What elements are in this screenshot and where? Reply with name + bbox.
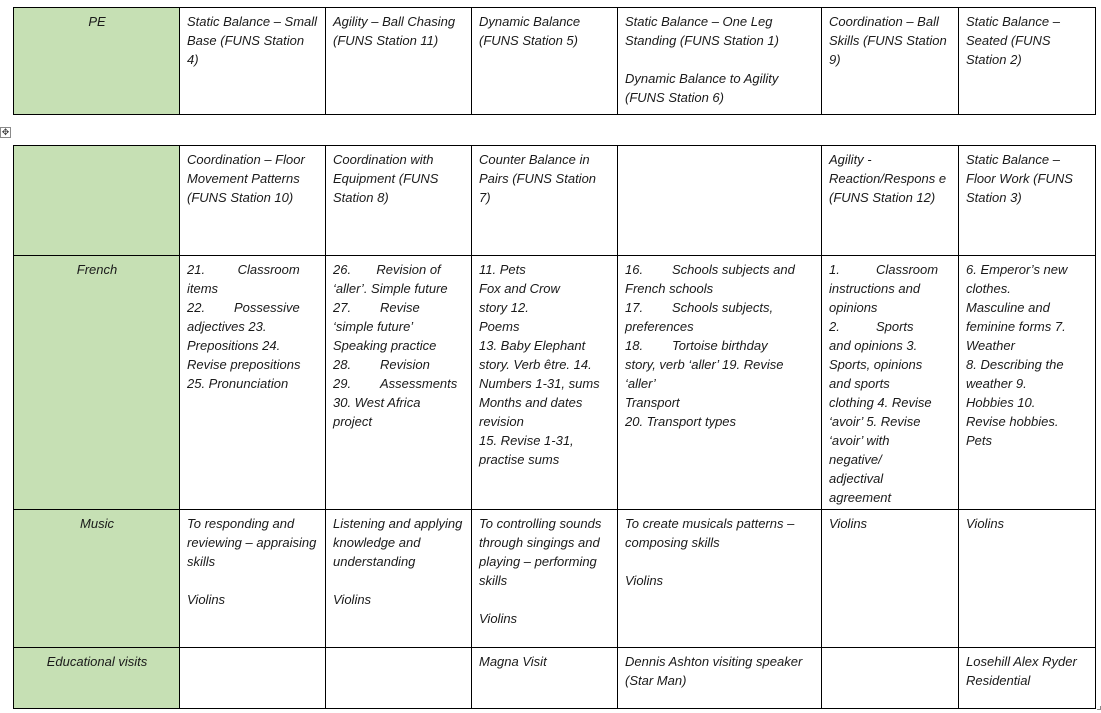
music-cell-3-text: To controlling sounds through singings and playing – performing skills [479,516,602,588]
pe-cell-4-main: Static Balance – One Leg Standing (FUNS Station 1) [625,14,779,48]
music-cell-4 [618,510,822,648]
music-cell-2 [326,510,472,648]
french-cell-5: 1. Classroom instructions and opinions 2. Sports and opinions 3. Sports, opinions and sports clothing 4. Revise ‘avoir’ 5. Revise ‘avoir’ with negative/ adjectival agreement [822,256,959,510]
pe-table-top [13,7,1096,115]
visits-row [14,648,1096,709]
music-cell-5-text: Violins [829,516,868,531]
music-cell-1 [180,510,326,648]
music-cell-5 [822,510,959,648]
row-label-pe: PE [14,8,180,115]
music-cell-6 [959,510,1096,648]
visits-cell-6: Losehill Alex Ryder Residential [959,648,1096,709]
music-cell-6-text: Violins [966,516,1005,531]
pe-cell-4-extra: Dynamic Balance to Agility (FUNS Station 6) [625,71,779,105]
pe2-cell-6: Static Balance – Floor Work (FUNS Station 3) [959,146,1096,256]
pe2-cell-5: Agility - Reaction/Respons e (FUNS Station 12) [822,146,959,256]
music-cell-4-text: To create musicals patterns – composing skills [625,516,795,550]
row-label-visits: Educational visits [14,648,180,709]
pe2-cell-1: Coordination – Floor Movement Patterns (FUNS Station 10) [180,146,326,256]
pe2-cell-2: Coordination with Equipment (FUNS Station 8) [326,146,472,256]
table-move-handle-icon[interactable]: ✥ [1,127,10,137]
music-cell-2-note: Violins [333,592,372,607]
french-cell-2: 26. Revision of ‘aller’. Simple future 27. Revise ‘simple future’ Speaking practice 28. Revision 29. Assessments 30. West Africa project [326,256,472,510]
french-row [14,256,1096,510]
pe-cell-1: Static Balance – Small Base (FUNS Station 4) [180,8,326,115]
visits-cell-4: Dennis Ashton visiting speaker (Star Man) [618,648,822,709]
pe2-cell-3: Counter Balance in Pairs (FUNS Station 7) [472,146,618,256]
visits-cell-1 [180,648,326,709]
french-cell-1: 21. Classroom items 22. Possessive adjectives 23. Prepositions 24. Revise prepositions 25. Pronunciation [180,256,326,510]
row-label-music: Music [14,510,180,648]
visits-cell-5 [822,648,959,709]
pe-row-2 [14,146,1096,256]
music-cell-2-text: Listening and applying knowledge and understanding [333,516,463,569]
music-cell-3 [472,510,618,648]
pe-cell-5: Coordination – Ball Skills (FUNS Station 9) [822,8,959,115]
pe-cell-3: Dynamic Balance (FUNS Station 5) [472,8,618,115]
table-resize-handle[interactable] [1097,706,1101,710]
music-cell-4-note: Violins [625,573,664,588]
music-cell-3-note: Violins [479,611,518,626]
music-cell-1-note: Violins [187,592,226,607]
pe2-cell-4 [618,146,822,256]
music-cell-1-text: To responding and reviewing – appraising skills [187,516,317,569]
french-cell-3: 11. Pets Fox and Crow story 12. Poems 13. Baby Elephant story. Verb être. 14. Numbers 1-31, sums Months and dates revision 15. Revise 1-31, practise sums [472,256,618,510]
row-label-pe-2 [14,146,180,256]
pe-cell-4 [618,8,822,115]
curriculum-table [13,145,1096,709]
visits-cell-2 [326,648,472,709]
pe-row [14,8,1096,115]
french-cell-6: 6. Emperor’s new clothes. Masculine and feminine forms 7. Weather 8. Describing the weather 9. Hobbies 10. Revise hobbies. Pets [959,256,1096,510]
pe-cell-6: Static Balance – Seated (FUNS Station 2) [959,8,1096,115]
music-row [14,510,1096,648]
french-cell-4: 16. Schools subjects and French schools 17. Schools subjects, preferences 18. Tortoise birthday story, verb ‘aller’ 19. Revise ‘aller’ Transport 20. Transport types [618,256,822,510]
row-label-french: French [14,256,180,510]
visits-cell-3: Magna Visit [472,648,618,709]
pe-cell-2: Agility – Ball Chasing (FUNS Station 11) [326,8,472,115]
